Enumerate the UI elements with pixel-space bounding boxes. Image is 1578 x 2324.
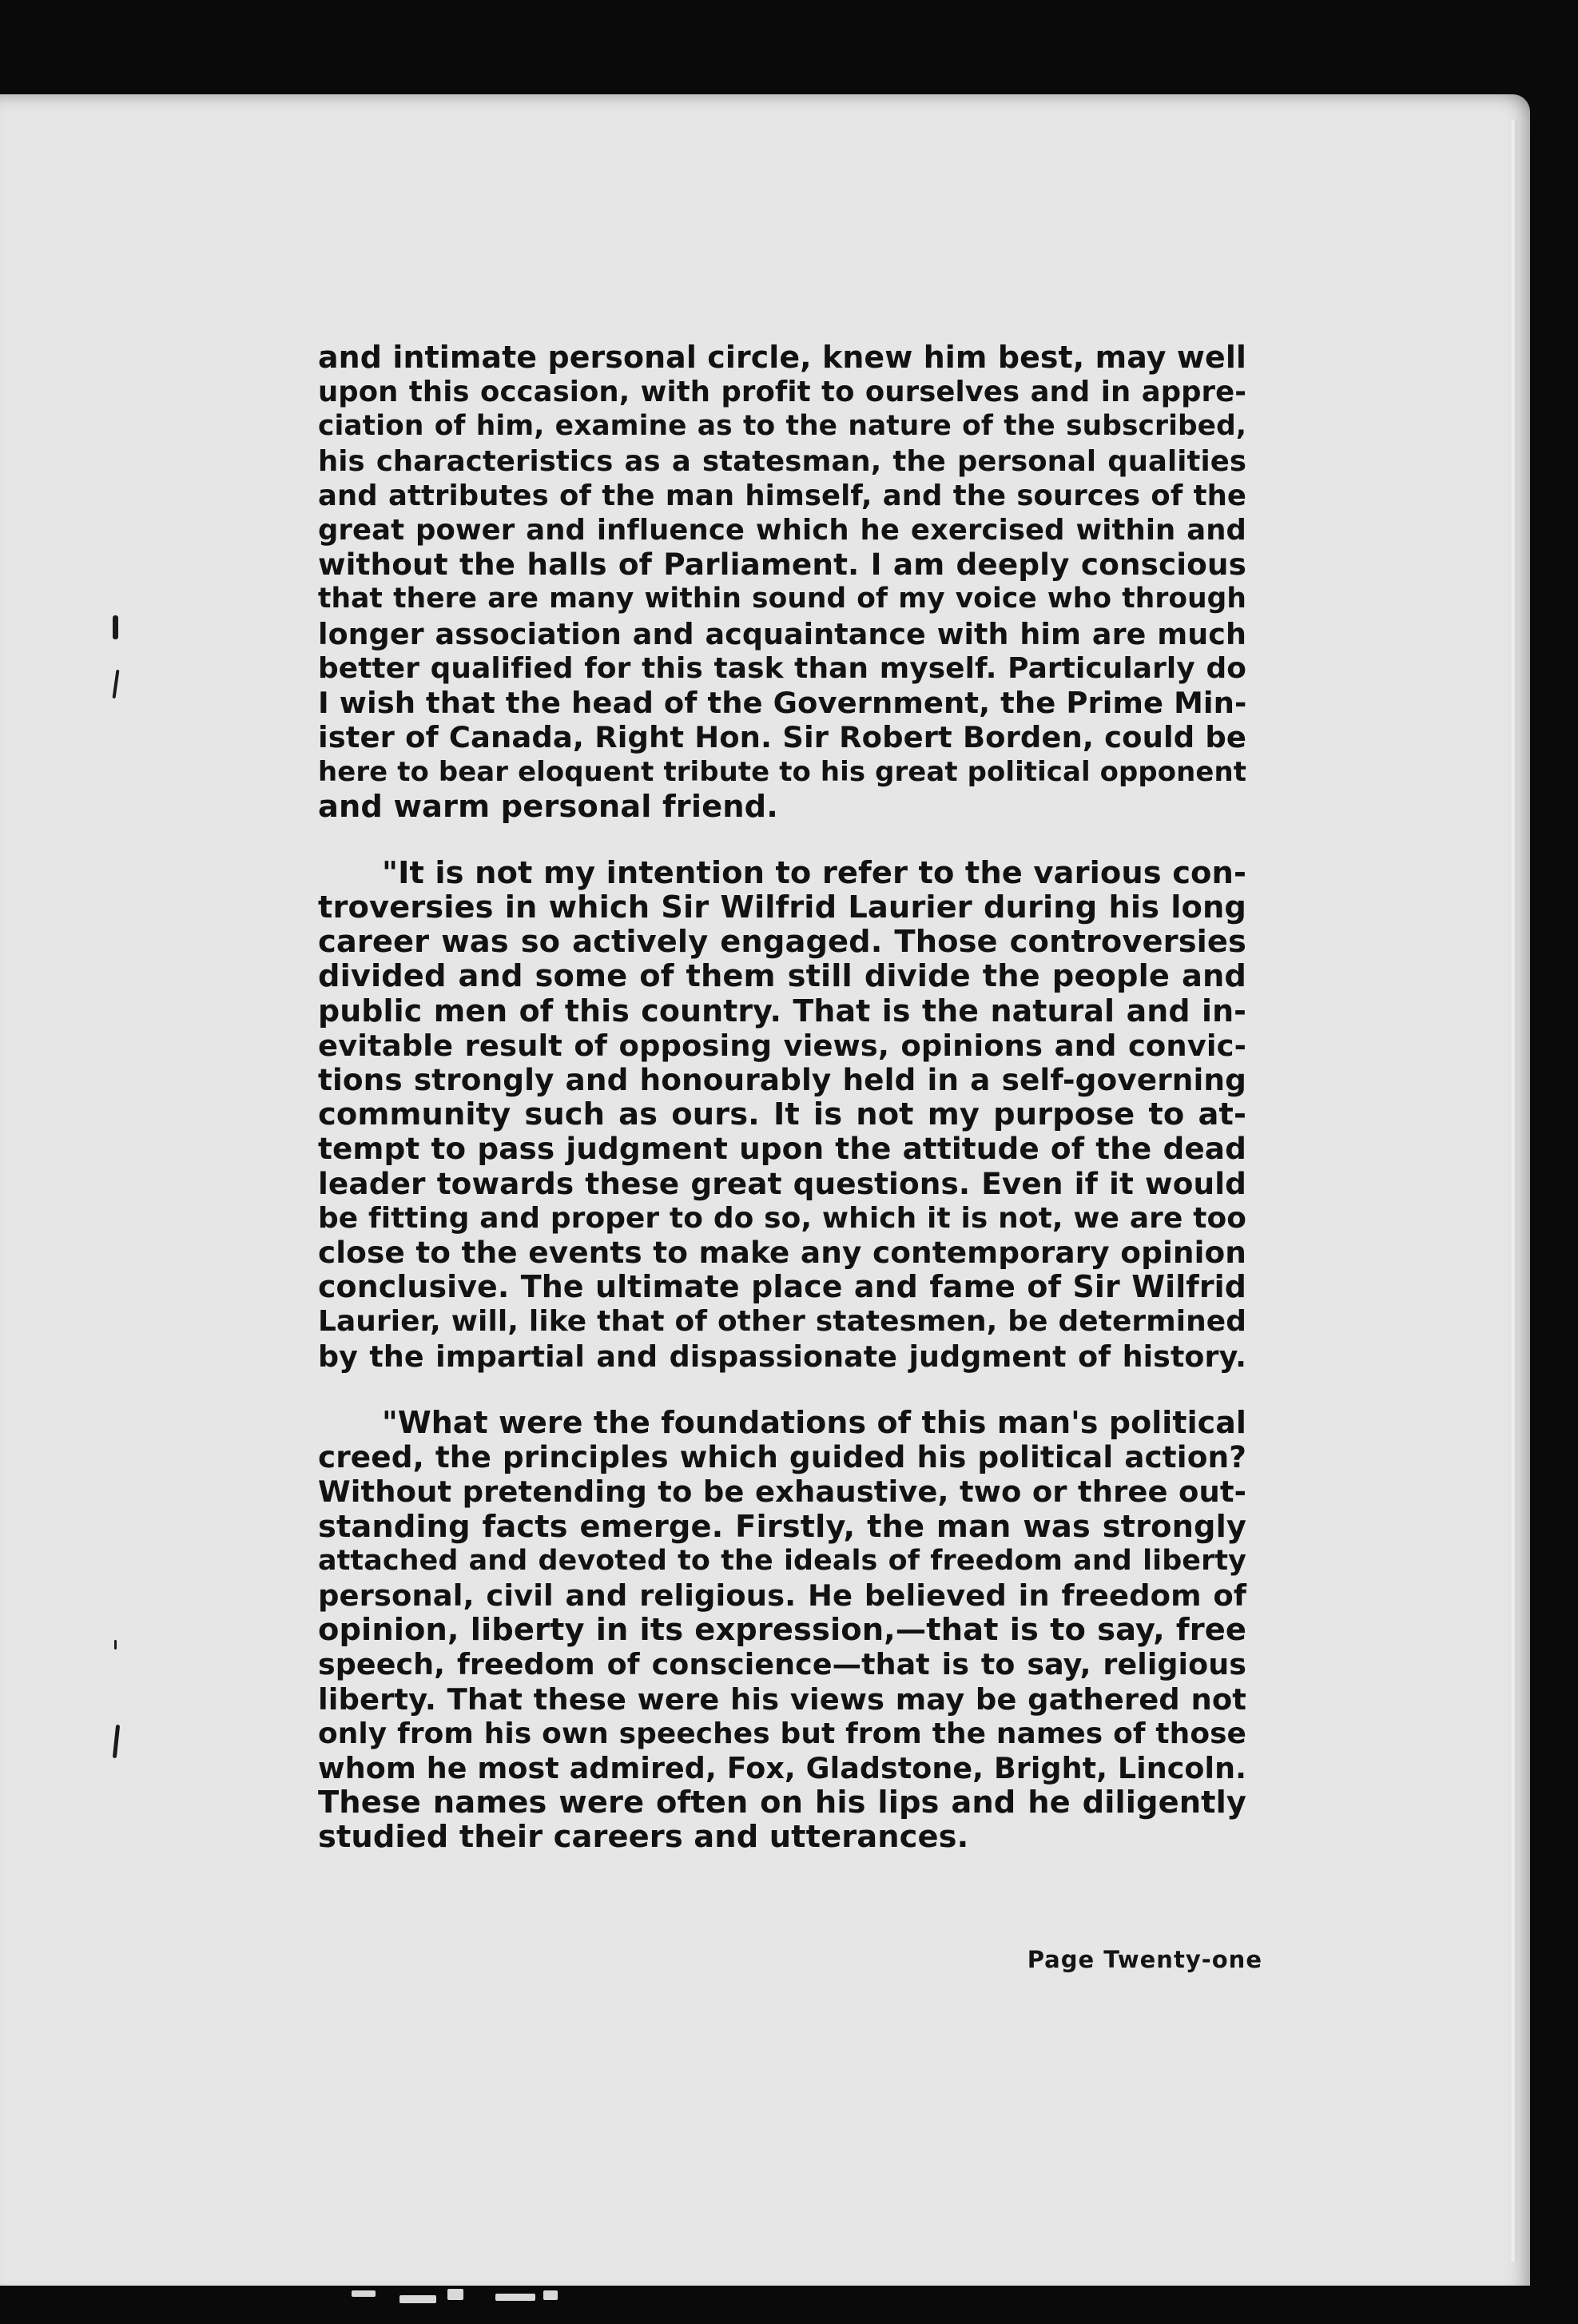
text-line: better qualified for this task than myself. Particularly do — [318, 651, 1246, 685]
text-line: I wish that the head of the Government, the Prime Min- — [318, 686, 1247, 721]
text-line: whom he most admired, Fox, Gladstone, Bright, Lincoln. — [318, 1750, 1246, 1785]
text-line: personal, civil and religious. He believed in freedom of — [318, 1578, 1246, 1613]
text-line: creed, the principles which guided his political action? — [318, 1439, 1246, 1475]
text-line: studied their careers and utterances. — [318, 1819, 969, 1856]
bottom-artifact — [447, 2289, 463, 2300]
bottom-artifact — [399, 2295, 436, 2303]
text-line: be fitting and proper to do so, which it is not, we are too — [318, 1201, 1246, 1235]
paragraph — [318, 340, 1246, 824]
text-line: conclusive. The ultimate place and fame of Sir Wilfrid — [318, 1269, 1246, 1305]
paragraph — [318, 1406, 1246, 1855]
sheet-edge — [1510, 120, 1516, 2262]
text-line: speech, freedom of conscience—that is to say, religious — [318, 1647, 1246, 1682]
text-line: longer association and acquaintance with him are much — [318, 616, 1246, 651]
text-line: troversies in which Sir Wilfrid Laurier during his long — [318, 889, 1246, 926]
text-line: Without pretending to be exhaustive, two or three out- — [318, 1474, 1246, 1510]
text-line: divided and some of them still divide the people and — [318, 958, 1246, 995]
text-line: evitable result of opposing views, opinions and convic- — [318, 1028, 1246, 1063]
text-line: only from his own speeches but from the names of those — [318, 1717, 1246, 1750]
text-line: tempt to pass judgment upon the attitude of the dead — [318, 1131, 1246, 1167]
text-line: community such as ours. It is not my purpose to at- — [318, 1096, 1246, 1133]
bottom-artifact — [495, 2294, 535, 2301]
page-number: Page Twenty-one — [1027, 1946, 1262, 1973]
text-line: public men of this country. That is the natural and in- — [318, 993, 1246, 1029]
text-line: Laurier, will, like that of other statesmen, be determined — [318, 1305, 1246, 1339]
text-line: and intimate personal circle, knew him best, may well — [318, 340, 1246, 375]
text-line: without the halls of Parliament. I am deeply conscious — [318, 547, 1246, 583]
text-line: liberty. That these were his views may be gathered not — [318, 1681, 1246, 1717]
text-line: tions strongly and honourably held in a self-governing — [318, 1062, 1246, 1098]
paragraph-gap — [318, 1374, 1246, 1406]
text-line: "What were the foundations of this man's political — [382, 1404, 1246, 1440]
text-line: his characteristics as a statesman, the personal qualities — [318, 444, 1246, 478]
body-text — [318, 340, 1246, 1855]
text-line: "It is not my intention to refer to the various con- — [382, 854, 1246, 891]
text-line: here to bear eloquent tribute to his great political opponent — [318, 756, 1246, 788]
text-line: attached and devoted to the ideals of freedom and liberty — [318, 1544, 1246, 1577]
margin-mark — [113, 615, 118, 639]
text-line: close to the events to make any contemporary opinion — [318, 1235, 1246, 1271]
paragraph-gap — [318, 824, 1246, 856]
text-line: ister of Canada, Right Hon. Sir Robert Borden, could be — [318, 720, 1246, 755]
text-line: upon this occasion, with profit to ourselves and in appre- — [318, 376, 1246, 409]
text-line: ciation of him, examine as to the nature of the subscribed, — [318, 410, 1246, 443]
text-line: great power and influence which he exercised within and — [318, 514, 1246, 547]
text-line: leader towards these great questions. Even if it would — [318, 1165, 1246, 1201]
paragraph — [318, 856, 1246, 1374]
text-line: and warm personal friend. — [318, 788, 778, 825]
text-line: and attributes of the man himself, and the sources of the — [318, 479, 1246, 512]
text-line: opinion, liberty in its expression,—that is to say, free — [318, 1612, 1246, 1649]
text-line: by the impartial and dispassionate judgment of history. — [318, 1339, 1246, 1374]
text-line: These names were often on his lips and he diligently — [318, 1785, 1246, 1821]
text-line: career was so actively engaged. Those controversies — [318, 924, 1246, 961]
margin-mark — [114, 1640, 117, 1649]
bottom-artifact — [543, 2290, 558, 2300]
bottom-artifact — [352, 2290, 376, 2297]
text-line: standing facts emerge. Firstly, the man was strongly — [318, 1508, 1246, 1545]
text-line: that there are many within sound of my voice who through — [318, 583, 1246, 615]
